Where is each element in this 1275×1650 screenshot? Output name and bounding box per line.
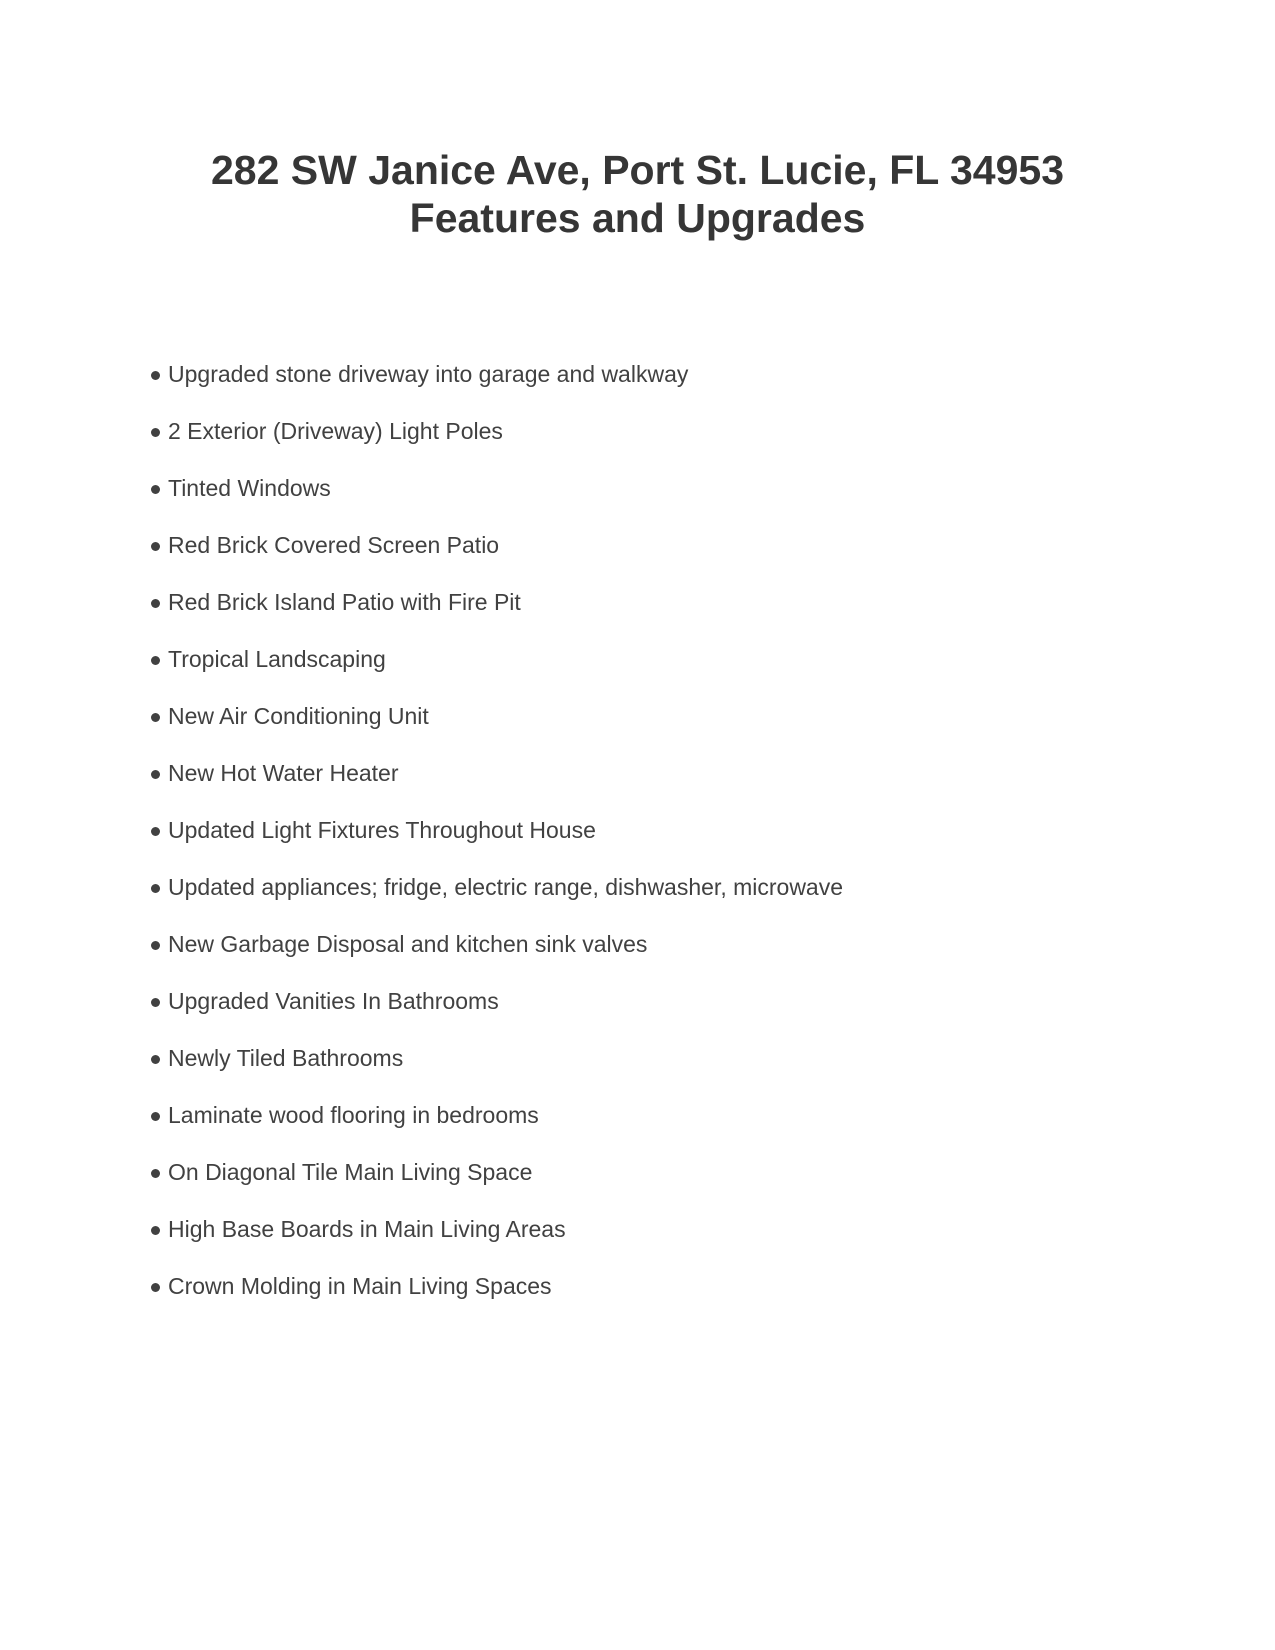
list-item-text: New Garbage Disposal and kitchen sink valves — [168, 931, 648, 957]
list-item-text: Laminate wood flooring in bedrooms — [168, 1102, 539, 1128]
list-item — [148, 475, 843, 501]
bullet-icon — [151, 998, 160, 1007]
list-item — [148, 1102, 843, 1128]
bullet-icon — [151, 542, 160, 551]
bullet-icon — [151, 1226, 160, 1235]
bullet-icon — [151, 1112, 160, 1121]
bullet-icon — [151, 656, 160, 665]
list-item — [148, 931, 843, 957]
list-item-text: New Air Conditioning Unit — [168, 703, 429, 729]
bullet-icon — [151, 485, 160, 494]
list-item — [148, 589, 843, 615]
list-item — [148, 703, 843, 729]
list-item-text: On Diagonal Tile Main Living Space — [168, 1159, 533, 1185]
features-list — [148, 361, 843, 1299]
bullet-icon — [151, 884, 160, 893]
list-item-text: Tropical Landscaping — [168, 646, 386, 672]
list-item-text: 2 Exterior (Driveway) Light Poles — [168, 418, 503, 444]
list-item-text: Red Brick Island Patio with Fire Pit — [168, 589, 521, 615]
list-item-text: Updated Light Fixtures Throughout House — [168, 817, 596, 843]
list-item-text: Updated appliances; fridge, electric range, dishwasher, microwave — [168, 874, 844, 900]
list-item-text: Upgraded stone driveway into garage and walkway — [168, 361, 689, 387]
bullet-icon — [151, 1055, 160, 1064]
list-item — [148, 1273, 843, 1299]
list-item-text: High Base Boards in Main Living Areas — [168, 1216, 566, 1242]
page-title-line-1: 282 SW Janice Ave, Port St. Lucie, FL 34953 — [210, 147, 1064, 193]
bullet-icon — [151, 371, 160, 380]
list-item — [148, 1045, 843, 1071]
bullet-icon — [151, 1283, 160, 1292]
list-item-text: Tinted Windows — [168, 475, 331, 501]
list-item — [148, 532, 843, 558]
list-item-text: Red Brick Covered Screen Patio — [168, 532, 500, 558]
bullet-icon — [151, 1169, 160, 1178]
list-item-text: Upgraded Vanities In Bathrooms — [168, 988, 499, 1014]
list-item — [148, 1216, 843, 1242]
list-item — [148, 361, 843, 387]
list-item — [148, 1159, 843, 1185]
bullet-icon — [151, 599, 160, 608]
bullet-icon — [151, 428, 160, 437]
bullet-icon — [151, 713, 160, 722]
bullet-icon — [151, 941, 160, 950]
list-item-text: New Hot Water Heater — [168, 760, 399, 786]
list-item-text: Crown Molding in Main Living Spaces — [168, 1273, 552, 1299]
list-item — [148, 874, 843, 900]
bullet-icon — [151, 770, 160, 779]
list-item — [148, 988, 843, 1014]
page-title-line-2: Features and Upgrades — [409, 195, 866, 241]
list-item-text: Newly Tiled Bathrooms — [168, 1045, 404, 1071]
list-item — [148, 817, 843, 843]
list-item — [148, 646, 843, 672]
list-item — [148, 418, 843, 444]
bullet-icon — [151, 827, 160, 836]
page-title — [0, 146, 1275, 242]
list-item — [148, 760, 843, 786]
